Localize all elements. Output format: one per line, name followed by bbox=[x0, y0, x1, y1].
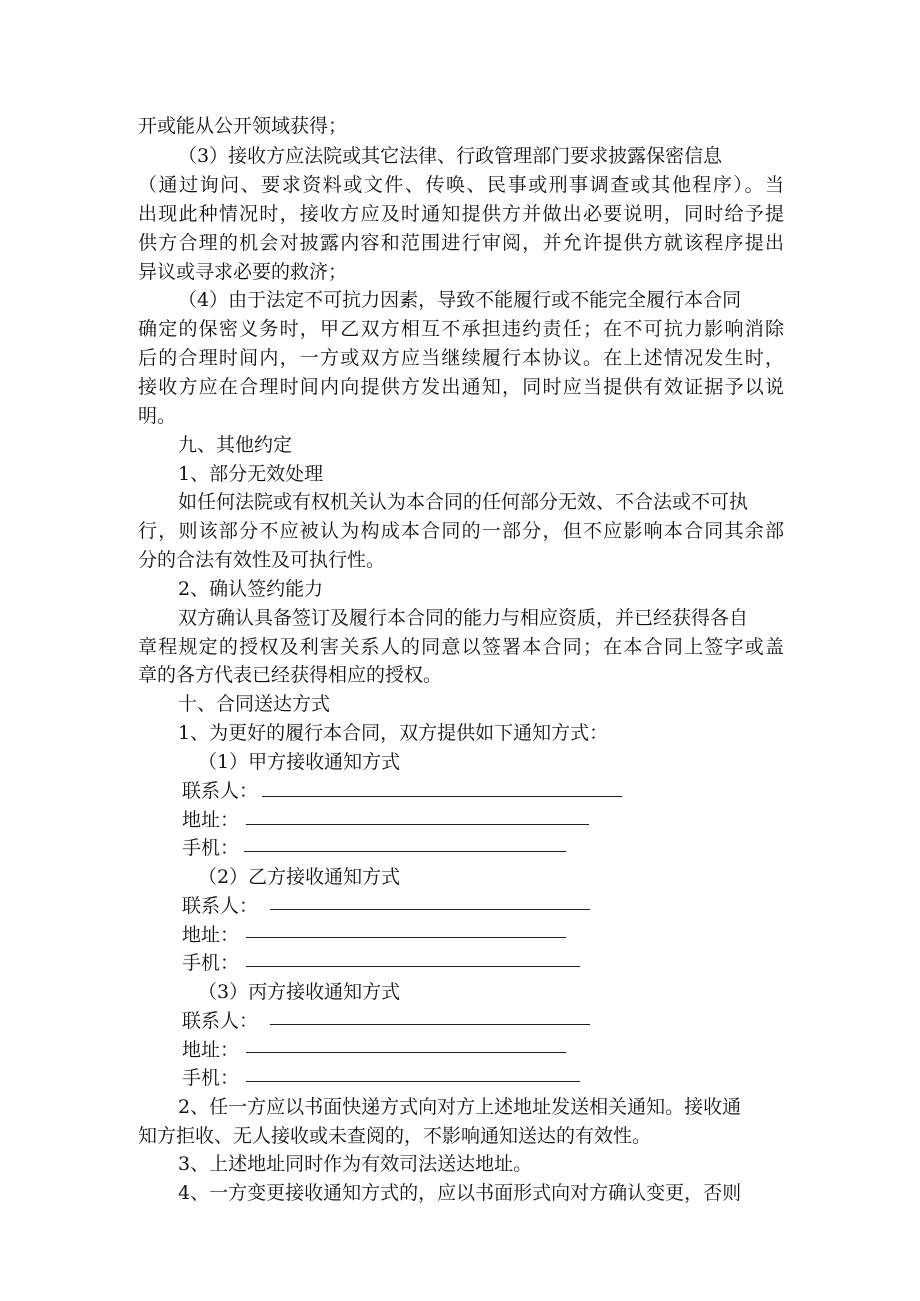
address-blank-line bbox=[246, 937, 566, 938]
address-label: 地址： bbox=[182, 1039, 240, 1061]
contact-label: 联系人： bbox=[182, 780, 259, 802]
phone-blank-line bbox=[244, 851, 566, 852]
text-line: 后的合理时间内，一方或双方应当继续履行本协议。在上述情况发生时， bbox=[138, 347, 784, 369]
text-line: 4、一方变更接收通知方式的，应以书面形式向对方确认变更，否则 bbox=[178, 1182, 742, 1204]
contact-blank-line bbox=[270, 909, 590, 910]
text-line: 供方合理的机会对披露内容和范围进行审阅，并允许提供方就该程序提出 bbox=[138, 232, 784, 254]
subheading: 2、确认签约能力 bbox=[178, 578, 324, 600]
phone-blank-line bbox=[246, 966, 580, 967]
address-blank-line bbox=[246, 1052, 566, 1053]
text-line: 1、为更好的履行本合同，双方提供如下通知方式： bbox=[178, 722, 609, 744]
address-label: 地址： bbox=[182, 809, 240, 831]
address-label: 地址： bbox=[182, 924, 240, 946]
clause-item-3: （3）接收方应法院或其它法律、行政管理部门要求披露保密信息 bbox=[178, 145, 723, 167]
section-heading-10: 十、合同送达方式 bbox=[178, 693, 331, 715]
text-line: 明。 bbox=[138, 405, 177, 427]
text-line: 行，则该部分不应被认为构成本合同的一部分，但不应影响本合同其余部 bbox=[138, 520, 784, 542]
subheading: 1、部分无效处理 bbox=[178, 463, 324, 485]
contact-blank-line bbox=[270, 1024, 590, 1025]
text-line: （通过询问、要求资料或文件、传唤、民事或刑事调查或其他程序）。当 bbox=[138, 174, 784, 196]
text-line: 如任何法院或有权机关认为本合同的任何部分无效、不合法或不可执 bbox=[178, 491, 749, 513]
phone-blank-line bbox=[246, 1081, 580, 1082]
contact-label: 联系人： bbox=[182, 1010, 259, 1032]
clause-item-4: （4）由于法定不可抗力因素，导致不能履行或不能完全履行本合同 bbox=[178, 289, 742, 311]
phone-label: 手机： bbox=[182, 1067, 240, 1089]
party-a-heading: （1）甲方接收通知方式 bbox=[198, 751, 401, 773]
text-line: 分的合法有效性及可执行性。 bbox=[138, 549, 386, 571]
text-line: 异议或寻求必要的救济； bbox=[138, 261, 348, 283]
section-heading-9: 九、其他约定 bbox=[178, 434, 293, 456]
text-line: 接收方应在合理时间内向提供方发出通知，同时应当提供有效证据予以说 bbox=[138, 376, 784, 398]
phone-label: 手机： bbox=[182, 837, 240, 859]
contact-label: 联系人： bbox=[182, 895, 259, 917]
text-line: 知方拒收、无人接收或未查阅的，不影响通知送达的有效性。 bbox=[138, 1125, 652, 1147]
text-line: 双方确认具备签订及履行本合同的能力与相应资质，并已经获得各自 bbox=[178, 607, 749, 629]
party-b-heading: （2）乙方接收通知方式 bbox=[198, 866, 401, 888]
text-line: 章程规定的授权及利害关系人的同意以签署本合同；在本合同上签字或盖 bbox=[138, 636, 784, 658]
text-line: 确定的保密义务时，甲乙双方相互不承担违约责任；在不可抗力影响消除 bbox=[138, 318, 784, 340]
party-c-heading: （3）丙方接收通知方式 bbox=[198, 981, 401, 1003]
phone-label: 手机： bbox=[182, 952, 240, 974]
text-line: 开或能从公开领域获得； bbox=[138, 115, 348, 137]
text-line: 出现此种情况时，接收方应及时通知提供方并做出必要说明，同时给予提 bbox=[138, 203, 784, 225]
text-line: 章的各方代表已经获得相应的授权。 bbox=[138, 664, 443, 686]
text-line: 2、任一方应以书面快递方式向对方上述地址发送相关通知。接收通 bbox=[178, 1096, 742, 1118]
text-line: 3、上述地址同时作为有效司法送达地址。 bbox=[178, 1153, 533, 1175]
contact-blank-line bbox=[262, 796, 622, 797]
address-blank-line bbox=[246, 824, 589, 825]
